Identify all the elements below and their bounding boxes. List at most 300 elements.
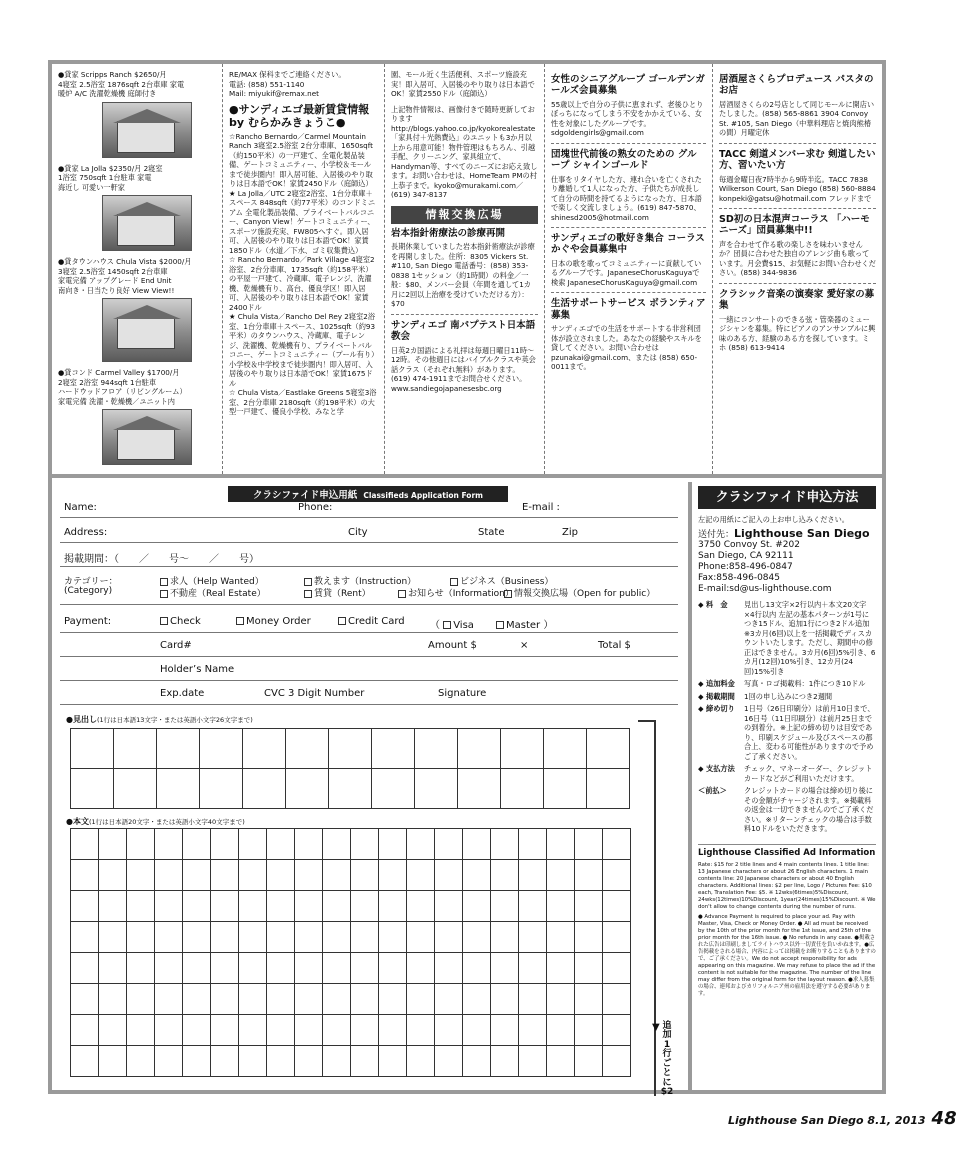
grid-cell[interactable]	[379, 891, 407, 922]
listing	[58, 70, 216, 158]
grid-cell[interactable]	[463, 984, 491, 1015]
rental-entry: ☆ Rancho Bernardo／Park Village 4寝室2浴室、2台分車庫、1735sqft（約158平米）の平屋一戸建て、冷蔵庫、電子レンジ、洗濯機、乾燥機有り、高台、優良学区！即入居可、入居後のやり取りは日本語でOK！家賃2400ドル	[229, 255, 375, 312]
grid-cell[interactable]	[491, 1046, 519, 1077]
grid-cell[interactable]	[519, 1015, 547, 1046]
total-field[interactable]: Total $	[598, 640, 631, 651]
grid-cell[interactable]	[463, 953, 491, 984]
grid-cell[interactable]	[323, 922, 351, 953]
grid-cell[interactable]	[463, 829, 491, 860]
grid-cell[interactable]	[407, 984, 435, 1015]
form-line	[60, 656, 678, 657]
notice-heading: サンディエゴ 南バプテスト日本語教会	[391, 319, 536, 343]
category-option[interactable]	[304, 586, 371, 599]
grid-cell[interactable]	[491, 891, 519, 922]
grid-cell[interactable]	[99, 891, 127, 922]
grid-cell[interactable]	[491, 829, 519, 860]
phone-field[interactable]: Phone:	[298, 502, 333, 513]
grid-cell[interactable]	[435, 829, 463, 860]
grid-cell[interactable]	[575, 1046, 603, 1077]
grid-cell[interactable]	[407, 1046, 435, 1077]
grid-cell[interactable]	[519, 984, 547, 1015]
grid-cell[interactable]	[267, 984, 295, 1015]
grid-cell[interactable]	[519, 953, 547, 984]
extra-line-note: 追加1行ごとに$2	[660, 1021, 674, 1098]
grid-cell[interactable]	[71, 891, 99, 922]
grid-cell[interactable]	[575, 953, 603, 984]
grid-cell[interactable]	[435, 891, 463, 922]
state-field[interactable]: State	[478, 527, 505, 538]
holder-name-field[interactable]: Holder’s Name	[160, 664, 235, 675]
grid-cell[interactable]	[211, 953, 239, 984]
grid-cell[interactable]	[267, 860, 295, 891]
headline-label-text: ●見出し	[66, 715, 97, 724]
grid-cell[interactable]	[575, 922, 603, 953]
grid-cell[interactable]	[71, 1046, 99, 1077]
grid-cell[interactable]	[267, 1015, 295, 1046]
house-photo	[102, 409, 192, 465]
grid-cell[interactable]	[435, 860, 463, 891]
listing-line: 4寝室 2.5浴室 1876sqft 2台車庫 家電	[58, 79, 185, 89]
grid-cell[interactable]	[267, 953, 295, 984]
card-number-field[interactable]: Card#	[160, 640, 192, 651]
grid-cell[interactable]	[407, 860, 435, 891]
grid-cell[interactable]	[491, 984, 519, 1015]
listing-line: ハードウッドフロア（リビングルーム）	[58, 387, 187, 396]
grid-cell[interactable]	[243, 729, 286, 769]
grid-cell[interactable]	[463, 1015, 491, 1046]
divider	[719, 283, 876, 284]
grid-cell[interactable]	[295, 891, 323, 922]
how-to-lead: 左記の用紙にご記入の上お申し込みください。	[698, 515, 849, 525]
grid-cell[interactable]	[267, 1046, 295, 1077]
category-option-label: 求人（Help Wanted）	[170, 577, 264, 587]
grid-cell[interactable]	[183, 860, 211, 891]
headline-grid[interactable]	[70, 728, 630, 809]
headline-label	[66, 714, 253, 725]
grid-cell[interactable]	[379, 984, 407, 1015]
down-arrow-icon: ▼	[652, 1022, 660, 1033]
grid-cell[interactable]	[351, 891, 379, 922]
grid-cell[interactable]	[575, 829, 603, 860]
grid-cell[interactable]	[435, 953, 463, 984]
category-option-label: お知らせ（Information）	[408, 589, 514, 599]
grid-cell[interactable]	[544, 729, 587, 769]
grid-cell[interactable]	[379, 829, 407, 860]
rule-item	[698, 704, 876, 761]
grid-cell[interactable]	[463, 860, 491, 891]
category-option[interactable]	[398, 586, 514, 599]
grid-cell[interactable]	[211, 1046, 239, 1077]
grid-cell[interactable]	[295, 953, 323, 984]
grid-cell[interactable]	[501, 729, 544, 769]
grid-cell[interactable]	[200, 729, 243, 769]
amount-field[interactable]: Amount $	[428, 640, 477, 651]
grid-cell[interactable]	[71, 729, 114, 769]
rule-value: チェック、マネーオーダー、クレジットカードなどがご利用いただけます。	[744, 764, 873, 783]
address-line: San Diego, CA 92111	[698, 551, 794, 562]
checkbox[interactable]	[304, 578, 312, 586]
application-section	[52, 482, 882, 1098]
grid-cell[interactable]	[575, 984, 603, 1015]
payment-option-label: Check	[170, 616, 201, 627]
checkbox[interactable]	[450, 578, 458, 586]
category-label-en: (Category)	[64, 586, 113, 596]
grid-cell[interactable]	[351, 922, 379, 953]
house-photo	[102, 298, 192, 362]
grid-cell[interactable]	[587, 729, 630, 769]
email-field[interactable]: E-mail :	[522, 502, 560, 513]
rule-key: ◆ 料 金	[698, 600, 728, 610]
grid-cell[interactable]	[183, 891, 211, 922]
grid-cell[interactable]	[351, 1015, 379, 1046]
grid-cell[interactable]	[372, 729, 415, 769]
name-field[interactable]: Name:	[64, 502, 97, 513]
listing-line: ●貸タウンハウス Chula Vista $2000/月	[58, 257, 192, 266]
rule-value: 1日号（26日印刷分）は前月10日まで、16日号（11日印刷分）は前月25日までの到着分。※上記の締め切りは目安であり、印刷スケジュール及びスペースの都合上、変わる可能性がありますので予めご了承ください。	[744, 704, 875, 761]
grid-cell[interactable]	[155, 891, 183, 922]
info-exchange-banner: 情報交換広場	[391, 206, 538, 225]
grid-cell[interactable]	[127, 953, 155, 984]
grid-cell[interactable]	[372, 769, 415, 809]
zip-field[interactable]: Zip	[562, 527, 578, 538]
notice-text: 一緒にコンサートのできる弦・管楽器のミュージシャンを募集。特にピアノのアンサンブルに興味のある方、経験のある方を探しています。ミホ (858) 613-9414	[719, 314, 876, 353]
grid-cell[interactable]	[351, 953, 379, 984]
grid-cell[interactable]	[99, 984, 127, 1015]
rule-key: ◆ 掲載期間	[698, 691, 735, 701]
grid-cell[interactable]	[519, 1046, 547, 1077]
grid-cell[interactable]	[286, 769, 329, 809]
grid-cell[interactable]	[491, 1015, 519, 1046]
grid-cell[interactable]	[379, 1015, 407, 1046]
body-grid[interactable]	[70, 828, 631, 1077]
grid-cell[interactable]	[575, 891, 603, 922]
grid-cell[interactable]	[71, 984, 99, 1015]
form-line	[60, 542, 678, 543]
grid-cell[interactable]	[379, 922, 407, 953]
payment-option[interactable]	[338, 616, 405, 627]
grid-cell[interactable]	[379, 860, 407, 891]
issue-label: Lighthouse San Diego 8.1, 2013	[728, 1114, 926, 1127]
listing-line: ●貸コンド Carmel Valley $1700/月	[58, 368, 180, 377]
listing	[58, 368, 216, 465]
send-address	[698, 527, 876, 595]
grid-cell[interactable]	[71, 829, 99, 860]
payment-label: Payment:	[64, 616, 112, 627]
grid-cell[interactable]	[491, 953, 519, 984]
notice-heading: 居酒屋さくらプロデュース パスタのお店	[719, 74, 874, 97]
grid-cell[interactable]	[575, 860, 603, 891]
notice-heading: 岩本指針術療法の診療再開	[391, 228, 506, 240]
grid-cell[interactable]	[99, 829, 127, 860]
checkbox[interactable]	[160, 578, 168, 586]
grid-cell[interactable]	[435, 922, 463, 953]
grid-cell[interactable]	[379, 953, 407, 984]
grid-cell[interactable]	[267, 922, 295, 953]
grid-cell[interactable]	[519, 829, 547, 860]
checkbox[interactable]	[160, 617, 168, 625]
grid-cell[interactable]	[99, 1015, 127, 1046]
rule-item	[698, 679, 876, 689]
grid-cell[interactable]	[239, 860, 267, 891]
cvc-field[interactable]: CVC 3 Digit Number	[264, 688, 365, 699]
payment-option[interactable]	[160, 616, 201, 627]
rental-info-column	[222, 64, 384, 474]
checkbox[interactable]	[496, 621, 504, 629]
divider	[551, 227, 706, 228]
address-line: 3750 Convoy St. #202	[698, 540, 800, 551]
form-line	[60, 680, 678, 681]
grid-cell[interactable]	[463, 922, 491, 953]
grid-cell[interactable]	[547, 1015, 575, 1046]
grid-cell[interactable]	[99, 953, 127, 984]
grid-cell[interactable]	[519, 922, 547, 953]
payment-option[interactable]: （ Visa	[430, 620, 474, 631]
grid-cell[interactable]	[200, 769, 243, 809]
form-title	[228, 486, 508, 502]
checkbox[interactable]	[160, 590, 168, 598]
grid-cell[interactable]	[71, 922, 99, 953]
grid-cell[interactable]	[155, 1046, 183, 1077]
listing-line: 南向き・日当たり良好 View View!!	[58, 285, 175, 295]
grid-cell[interactable]	[239, 1046, 267, 1077]
payment-option[interactable]	[236, 616, 311, 627]
grid-cell[interactable]	[407, 922, 435, 953]
grid-cell[interactable]	[295, 922, 323, 953]
listing-line: 暖炉 A/C 洗濯乾燥機 庭師付き	[58, 89, 157, 98]
grid-cell[interactable]	[323, 829, 351, 860]
notice-text: 声を合わせて作る歌の楽しさを味わいませんか？団員に合わせた独自のアレンジ曲も歌っています。月会費$15、お気軽にお問い合わせください。(858) 344-9836	[719, 239, 876, 278]
grid-cell[interactable]	[407, 829, 435, 860]
category-option-label: ビジネス（Business）	[460, 577, 554, 587]
grid-cell[interactable]	[127, 829, 155, 860]
grid-cell[interactable]	[211, 829, 239, 860]
grid-cell[interactable]	[491, 922, 519, 953]
city-field[interactable]: City	[348, 527, 368, 538]
payment-option[interactable]	[496, 616, 553, 631]
body-label	[66, 816, 245, 827]
grid-cell[interactable]	[351, 1046, 379, 1077]
grid-cell[interactable]	[127, 1015, 155, 1046]
grid-cell[interactable]	[127, 860, 155, 891]
form-line	[60, 704, 678, 705]
grid-cell[interactable]	[155, 953, 183, 984]
grid-cell[interactable]	[211, 922, 239, 953]
category-option[interactable]	[160, 586, 266, 599]
grid-cell[interactable]	[155, 984, 183, 1015]
grid-cell[interactable]	[295, 1015, 323, 1046]
grid-cell[interactable]	[519, 860, 547, 891]
grid-cell[interactable]	[267, 891, 295, 922]
grid-cell[interactable]	[183, 984, 211, 1015]
grid-cell[interactable]	[157, 729, 200, 769]
grid-cell[interactable]	[329, 729, 372, 769]
grid-cell[interactable]	[99, 1046, 127, 1077]
email-line: E-mail:sd@us-lighthouse.com	[698, 583, 832, 594]
grid-cell[interactable]	[127, 1046, 155, 1077]
grid-cell[interactable]	[329, 769, 372, 809]
grid-cell[interactable]	[239, 984, 267, 1015]
phone-line: Phone:858-496-0847	[698, 562, 793, 573]
grid-cell[interactable]	[127, 891, 155, 922]
grid-cell[interactable]	[435, 1015, 463, 1046]
rule-key: ◆ 支払方法	[698, 764, 735, 774]
listing-line: 1浴室 750sqft 1台駐車 家電	[58, 173, 152, 182]
grid-cell[interactable]	[407, 1015, 435, 1046]
grid-cell[interactable]	[603, 891, 631, 922]
address-field[interactable]: Address:	[64, 527, 108, 538]
grid-cell[interactable]	[183, 953, 211, 984]
grid-cell[interactable]	[415, 769, 458, 809]
grid-cell[interactable]	[295, 1046, 323, 1077]
grid-cell[interactable]	[587, 769, 630, 809]
divider	[551, 143, 706, 144]
grid-cell[interactable]	[323, 891, 351, 922]
grid-cell[interactable]	[155, 922, 183, 953]
grid-cell[interactable]	[71, 1015, 99, 1046]
grid-cell[interactable]	[458, 729, 501, 769]
grid-cell[interactable]	[379, 1046, 407, 1077]
period-field[interactable]: 掲載期間：（ ／ 号〜 ／ 号）	[64, 554, 259, 565]
grid-cell[interactable]	[127, 922, 155, 953]
send-to-label: 送付先：	[698, 529, 735, 540]
checkbox[interactable]	[398, 590, 406, 598]
form-line	[60, 566, 678, 567]
grid-cell[interactable]	[211, 984, 239, 1015]
grid-cell[interactable]	[603, 1015, 631, 1046]
grid-cell[interactable]	[603, 953, 631, 984]
grid-cell[interactable]	[183, 1046, 211, 1077]
grid-cell[interactable]	[603, 922, 631, 953]
category-option-label: 情報交換広場（Open for public）	[514, 589, 656, 599]
grid-cell[interactable]	[547, 953, 575, 984]
grid-cell[interactable]	[463, 1046, 491, 1077]
divider	[551, 292, 706, 293]
grid-cell[interactable]	[267, 829, 295, 860]
grid-cell[interactable]	[99, 922, 127, 953]
grid-cell[interactable]	[286, 729, 329, 769]
grid-cell[interactable]	[544, 769, 587, 809]
how-to-apply	[688, 482, 882, 1094]
grid-cell[interactable]	[519, 891, 547, 922]
form-line	[60, 517, 678, 518]
category-option[interactable]	[504, 586, 655, 599]
grid-cell[interactable]	[295, 984, 323, 1015]
grid-cell[interactable]	[547, 922, 575, 953]
grid-cell[interactable]	[603, 1046, 631, 1077]
grid-cell[interactable]	[323, 984, 351, 1015]
clubs-column	[712, 64, 882, 474]
listing-line: ●貸家 La Jolla $2350/月 2寝室	[58, 163, 163, 173]
signature-field[interactable]: Signature	[438, 688, 487, 699]
grid-cell[interactable]	[71, 953, 99, 984]
grid-cell[interactable]	[155, 829, 183, 860]
grid-cell[interactable]	[183, 1015, 211, 1046]
grid-cell[interactable]	[295, 860, 323, 891]
section-heading: ●サンディエゴ最新賃貸情報 by むらかみきょうこ●	[229, 102, 370, 129]
rule-key: ◆ 締め切り	[698, 704, 735, 714]
grid-cell[interactable]	[547, 984, 575, 1015]
grid-cell[interactable]	[295, 829, 323, 860]
exp-date-field[interactable]: Exp.date	[160, 688, 205, 699]
grid-cell[interactable]	[211, 1015, 239, 1046]
grid-cell[interactable]	[323, 953, 351, 984]
grid-cell[interactable]	[323, 1046, 351, 1077]
grid-cell[interactable]	[407, 891, 435, 922]
grid-cell[interactable]	[463, 891, 491, 922]
grid-cell[interactable]	[243, 769, 286, 809]
english-info-heading: Lighthouse Classified Ad Information	[698, 844, 876, 859]
grid-cell[interactable]	[211, 860, 239, 891]
grid-cell[interactable]	[435, 1046, 463, 1077]
grid-cell[interactable]	[547, 860, 575, 891]
notice-text: 55歳以上で自分の子供に恵まれず、老後ひとりぼっちになってしまう不安をかかえている、女性を対象にしたグループです。sdgoldengirls@gmail.com	[551, 99, 704, 138]
checkbox[interactable]	[338, 617, 346, 625]
notice-text: 長期休業していました岩本指針術療法が診療を再開しました。住所：8305 Vickers St. #110, San Diego 電話番号：(858) 353-0838 1セッション（約1時間）の料金／一般：$80、メンバー会員（年間を通して1カ月に2回以上治療を受けていただける方）：$70	[391, 242, 535, 309]
grid-cell[interactable]	[458, 769, 501, 809]
grid-cell[interactable]	[435, 984, 463, 1015]
listing-line: 家電完備 アップグレード End Unit	[58, 276, 172, 285]
grid-cell[interactable]	[501, 769, 544, 809]
checkbox[interactable]	[443, 621, 451, 629]
grid-cell[interactable]	[114, 729, 157, 769]
grid-cell[interactable]	[491, 860, 519, 891]
grid-cell[interactable]	[71, 860, 99, 891]
grid-cell[interactable]	[575, 1015, 603, 1046]
checkbox[interactable]	[504, 590, 512, 598]
notice-text: 日英2カ国語による礼拝は毎週日曜日11時〜12時。その他週日にはバイブルクラスや英会話クラス（それぞれ無料）があります。(619) 474-1911までお問合せください。www.sandiegojapanesesbc.org	[391, 345, 536, 393]
listing	[58, 164, 216, 252]
grid-cell[interactable]	[415, 729, 458, 769]
grid-cell[interactable]	[155, 860, 183, 891]
grid-cell[interactable]	[407, 953, 435, 984]
grid-cell[interactable]	[183, 829, 211, 860]
rental-entry: ★ Chula Vista／Rancho Del Rey 2寝室2浴室、1台分車庫＋スペース、1025sqft（約93平米）のタウンハウス、冷蔵庫、電子レンジ、洗濯機、乾燥機有り、プライベートバルコニー、ゲートコミュニティー（プール有り）小学校＆中学校まで徒歩圏内！即入居可、入居後のやり取りは日本語でOK！家賃1675ドル	[229, 312, 376, 388]
checkbox[interactable]	[236, 617, 244, 625]
grid-cell[interactable]	[547, 1046, 575, 1077]
grid-cell[interactable]	[157, 769, 200, 809]
grid-cell[interactable]	[239, 922, 267, 953]
grid-cell[interactable]	[547, 891, 575, 922]
grid-cell[interactable]	[99, 860, 127, 891]
divider	[719, 143, 876, 144]
grid-cell[interactable]	[351, 829, 379, 860]
grid-cell[interactable]	[239, 829, 267, 860]
grid-cell[interactable]	[211, 891, 239, 922]
grid-cell[interactable]	[239, 891, 267, 922]
grid-cell[interactable]	[603, 984, 631, 1015]
grid-cell[interactable]	[71, 769, 114, 809]
grid-cell[interactable]	[603, 829, 631, 860]
grid-cell[interactable]	[323, 860, 351, 891]
rental-entry: 園、モール近く生活便利、スポーツ施設充実！即入居可、入居後のやり取りは日本語でOK！家賃2550ドル（庭師込）	[391, 70, 535, 98]
grid-cell[interactable]	[323, 1015, 351, 1046]
checkbox[interactable]	[304, 590, 312, 598]
grid-cell[interactable]	[351, 860, 379, 891]
grid-cell[interactable]	[239, 1015, 267, 1046]
grid-cell[interactable]	[183, 922, 211, 953]
grid-cell[interactable]	[351, 984, 379, 1015]
notice-heading: クラシック音楽の演奏家 愛好家の募集	[719, 288, 875, 312]
grid-cell[interactable]	[155, 1015, 183, 1046]
grid-cell[interactable]	[547, 829, 575, 860]
grid-cell[interactable]	[114, 769, 157, 809]
grid-cell[interactable]	[603, 860, 631, 891]
rule-item	[698, 786, 876, 834]
grid-cell[interactable]	[239, 953, 267, 984]
grid-cell[interactable]	[127, 984, 155, 1015]
classifieds-page	[48, 60, 886, 1098]
rule-value: 写真・ロゴ掲載料：1件につき10ドル	[744, 679, 866, 689]
